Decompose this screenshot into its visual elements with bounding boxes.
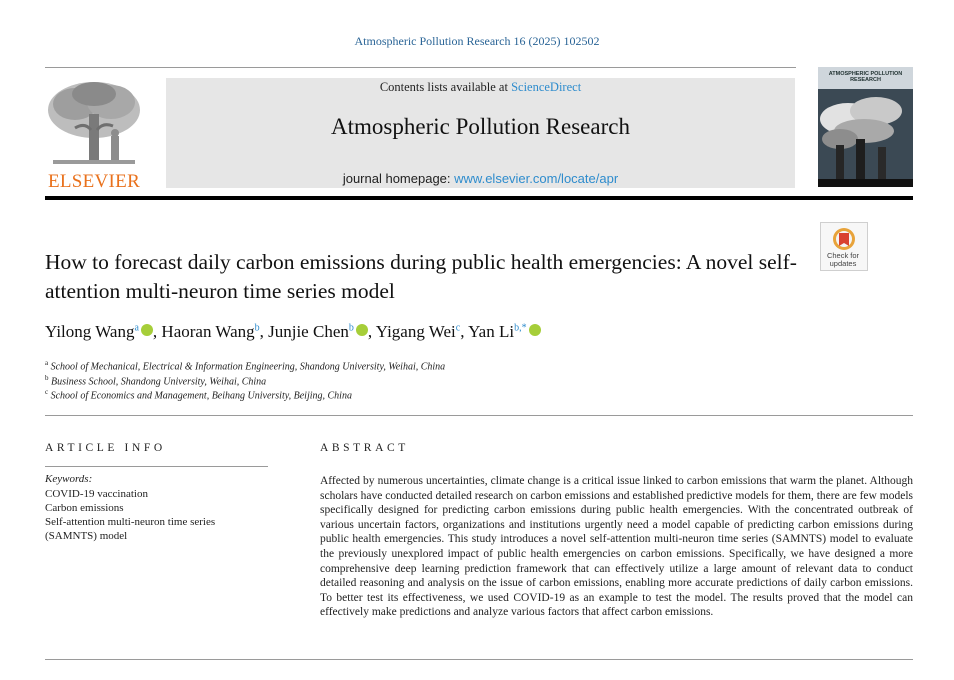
contents-availability: [166, 80, 795, 95]
author[interactable]: Junjie Chen$^b$: [268, 322, 368, 341]
keyword: (SAMNTS) model: [45, 530, 128, 542]
author[interactable]: Yan $Li^{b,*}$: [468, 322, 540, 341]
header-top-rule: [45, 67, 796, 68]
keywords-label: Keywords:: [45, 473, 93, 485]
cover-smokestacks-icon: [818, 67, 913, 187]
journal-citation[interactable]: Atmospheric Pollution Research 16 (2025) 102502: [354, 34, 600, 48]
crossmark-icon: [821, 223, 867, 253]
orcid-icon[interactable]: [356, 324, 368, 336]
journal-title: Atmospheric Pollution Research: [331, 114, 630, 139]
elsevier-tree-icon: [45, 78, 143, 170]
author[interactable]: Haoran Wang$^b$: [161, 322, 260, 341]
header-bottom-rule: [45, 196, 913, 200]
affiliation: $^c$ School of Economics and Management, Beihang University, Beijing, China: [45, 388, 352, 402]
abstract-heading: ABSTRACT: [320, 442, 409, 454]
article-title: How to forecast daily carbon emissions during public health emergencies: A novel self-attention multi-neuron time series model: [45, 250, 797, 303]
author-list: Yilong Wang$^a$ , Haoran Wang$^b$, Junjie Chen$^b$ , Yigang Wei$^c$, Yan $Li^{b,*}$: [45, 322, 915, 342]
keyword: Carbon emissions: [45, 502, 124, 514]
cover-journal-title: ATMOSPHERIC POLLUTION RESEARCH: [828, 71, 903, 83]
abstract-bottom-rule: [45, 659, 913, 660]
homepage-prefix: journal homepage:: [342, 171, 455, 186]
keyword: COVID-19 vaccination: [45, 488, 148, 500]
sciencedirect-link[interactable]: ScienceDirect: [511, 80, 582, 94]
orcid-icon[interactable]: [141, 324, 153, 336]
article-info-rule: [45, 466, 268, 467]
publisher-name: ELSEVIER: [47, 171, 141, 192]
keyword: Self-attention multi-neuron time series: [45, 516, 216, 528]
affiliation: $^a$ School of Mechanical, Electrical & Information Engineering, Shandong University, Weihai, China: [45, 359, 446, 373]
journal-cover-image[interactable]: [818, 67, 913, 187]
contents-prefix: Contents lists available at: [379, 80, 512, 94]
abstract-text: Affected by numerous uncertainties, climate change is a critical issue linked to carbon emissions that warm the planet. Although scholars have conducted detailed research on carbon emissions and established predictive models for them, there are few models specifically designed for predicting carbon emissions during public health emergencies. With the concentrated outbreak of various uncertain factors, organizations and institutions urgently need a model capable of predicting carbon emissions during public health emergencies. This study introduces a novel self-attention multi-neuron time series (SAMNTS) model to evaluate the previously unexplored impact of public health emergencies on carbon emissions. Specifically, we have designed a more comprehensive deep learning prediction framework that can effectively utilize a large amount of relevant data to conduct detailed reasoning and analysis on the issue of carbon emissions, enabling more accurate predictions of daily carbon emissions. To better test its effectiveness, we used COVID-19 as an example to test the model. The results proved that the model can effectively make predictions and analyze various factors that affect carbon emissions.: [320, 475, 913, 619]
check-for-updates-label: Check for updates: [826, 251, 860, 268]
orcid-icon[interactable]: [529, 324, 541, 336]
journal-homepage: [166, 171, 795, 186]
affiliation: $^b$ Business School, Shandong University, Weihai, China: [45, 374, 267, 388]
author[interactable]: Yigang Wei$^c$: [375, 322, 461, 341]
article-info-heading: ARTICLE INFO: [45, 442, 166, 454]
section-divider: [45, 415, 913, 416]
author[interactable]: Yilong Wang$^a$: [45, 322, 153, 341]
homepage-link[interactable]: www.elsevier.com/locate/apr: [454, 171, 619, 186]
